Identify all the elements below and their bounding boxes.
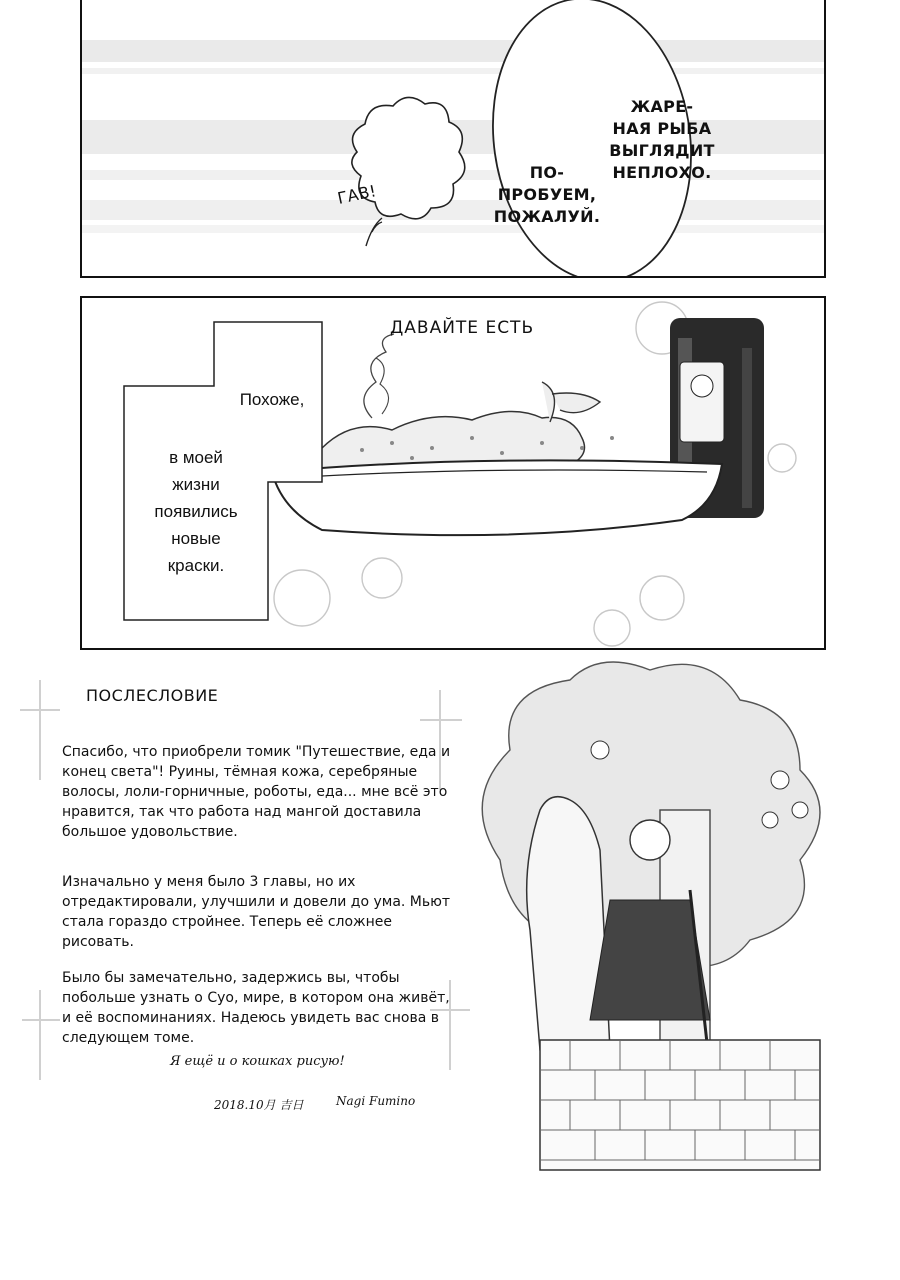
bark-text: ГАВ!	[335, 181, 379, 208]
caption-line: новые	[171, 529, 221, 548]
speech-line: НЕПЛОХО.	[612, 163, 712, 182]
signature: Nagi Fumino	[336, 1094, 416, 1108]
speech-line: ВЫГЛЯДИТ	[609, 141, 715, 160]
speech-line: ПРОБУЕМ,	[497, 185, 597, 204]
girl	[630, 820, 670, 860]
afterword-title: ПОСЛЕСЛОВИЕ	[86, 686, 219, 705]
speech-line: НАЯ РЫБА	[612, 119, 712, 138]
caption-lines	[132, 444, 260, 579]
caption-line: жизни	[172, 475, 220, 494]
speech-line: ПОЖАЛУЙ.	[493, 207, 601, 226]
brick-planter	[540, 1040, 820, 1170]
tree-illustration	[482, 662, 820, 1170]
afterword-paragraph-2: Изначально у меня было 3 главы, но их отредактировали, улучшили и довели до ума. Мьют стала гораздо стройнее. Теперь её сложнее рисовать.	[62, 874, 451, 950]
caption-line: появились	[154, 502, 238, 521]
afterword-paragraph-3: Было бы замечательно, задержись вы, чтобы побольше узнать о Суо, мире, в котором она живёт, и её воспоминаниях. Надеюсь увидеть вас снова в следующем томе.	[62, 970, 450, 1046]
caption-line: в моей	[169, 448, 223, 467]
speech-line: ПО-	[529, 163, 565, 182]
handwritten-note: Я ещё и о кошках рисую!	[170, 1054, 345, 1069]
speech-text-2	[492, 162, 602, 228]
speech-text-1	[602, 96, 722, 184]
speech-line: ЖАРЕ-	[630, 97, 694, 116]
manga-panel-top	[80, 0, 826, 278]
manga-panel-middle	[80, 296, 826, 650]
date-note: 2018.10月 吉日	[214, 1098, 304, 1112]
sfx-lets-eat: ДАВАЙТЕ ЕСТЬ	[390, 318, 535, 338]
caption-line-1: Похоже,	[239, 390, 305, 409]
afterword-paragraph-1: Спасибо, что приобрели томик "Путешествие, еда и конец света"! Руины, тёмная кожа, серебряные волосы, лоли-горничные, роботы, еда... мне всё это нравится, так что работа над мангой доставила большое удовольствие.	[62, 744, 451, 840]
caption-line: краски.	[167, 556, 225, 575]
